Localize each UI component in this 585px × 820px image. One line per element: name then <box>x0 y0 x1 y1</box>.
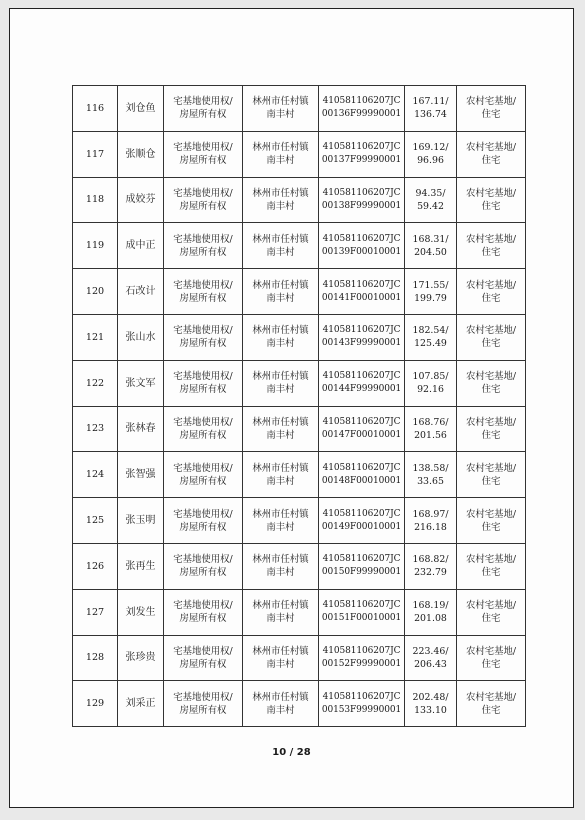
owner-name-cell: 刘采正 <box>118 681 164 727</box>
owner-name-cell: 张玉明 <box>118 498 164 544</box>
table-row <box>73 498 526 544</box>
usage-type-cell: 农村宅基地/ 住宅 <box>457 131 526 177</box>
owner-name-cell: 张文军 <box>118 360 164 406</box>
property-location-cell: 林州市任村镇 南丰村 <box>243 360 319 406</box>
area-value-cell: 168.82/ 232.79 <box>405 543 457 589</box>
property-location-cell: 林州市任村镇 南丰村 <box>243 543 319 589</box>
row-number-cell: 116 <box>73 86 118 132</box>
usage-type-cell: 农村宅基地/ 住宅 <box>457 589 526 635</box>
table-row <box>73 635 526 681</box>
right-type-cell: 宅基地使用权/ 房屋所有权 <box>164 131 243 177</box>
right-type-cell: 宅基地使用权/ 房屋所有权 <box>164 452 243 498</box>
property-location-cell: 林州市任村镇 南丰村 <box>243 681 319 727</box>
right-type-cell: 宅基地使用权/ 房屋所有权 <box>164 177 243 223</box>
area-value-cell: 223.46/ 206.43 <box>405 635 457 681</box>
row-number-cell: 119 <box>73 223 118 269</box>
unit-code-cell: 410581106207JC 00138F99990001 <box>319 177 405 223</box>
area-value-cell: 168.31/ 204.50 <box>405 223 457 269</box>
row-number-cell: 125 <box>73 498 118 544</box>
row-number-cell: 123 <box>73 406 118 452</box>
usage-type-cell: 农村宅基地/ 住宅 <box>457 177 526 223</box>
owner-name-cell: 张林春 <box>118 406 164 452</box>
owner-name-cell: 刘发生 <box>118 589 164 635</box>
area-value-cell: 202.48/ 133.10 <box>405 681 457 727</box>
row-number-cell: 124 <box>73 452 118 498</box>
property-location-cell: 林州市任村镇 南丰村 <box>243 269 319 315</box>
right-type-cell: 宅基地使用权/ 房屋所有权 <box>164 635 243 681</box>
usage-type-cell: 农村宅基地/ 住宅 <box>457 543 526 589</box>
area-value-cell: 107.85/ 92.16 <box>405 360 457 406</box>
table-row <box>73 406 526 452</box>
unit-code-cell: 410581106207JC 00137F99990001 <box>319 131 405 177</box>
unit-code-cell: 410581106207JC 00143F99990001 <box>319 314 405 360</box>
row-number-cell: 129 <box>73 681 118 727</box>
area-value-cell: 94.35/ 59.42 <box>405 177 457 223</box>
usage-type-cell: 农村宅基地/ 住宅 <box>457 86 526 132</box>
unit-code-cell: 410581106207JC 00141F00010001 <box>319 269 405 315</box>
table-row <box>73 86 526 132</box>
owner-name-cell: 张山水 <box>118 314 164 360</box>
property-location-cell: 林州市任村镇 南丰村 <box>243 86 319 132</box>
document-page <box>9 8 574 808</box>
property-location-cell: 林州市任村镇 南丰村 <box>243 314 319 360</box>
right-type-cell: 宅基地使用权/ 房屋所有权 <box>164 681 243 727</box>
area-value-cell: 168.76/ 201.56 <box>405 406 457 452</box>
usage-type-cell: 农村宅基地/ 住宅 <box>457 223 526 269</box>
row-number-cell: 128 <box>73 635 118 681</box>
row-number-cell: 126 <box>73 543 118 589</box>
usage-type-cell: 农村宅基地/ 住宅 <box>457 681 526 727</box>
unit-code-cell: 410581106207JC 00153F99990001 <box>319 681 405 727</box>
right-type-cell: 宅基地使用权/ 房屋所有权 <box>164 360 243 406</box>
records-table <box>72 85 526 727</box>
right-type-cell: 宅基地使用权/ 房屋所有权 <box>164 406 243 452</box>
table-row <box>73 314 526 360</box>
property-location-cell: 林州市任村镇 南丰村 <box>243 498 319 544</box>
row-number-cell: 118 <box>73 177 118 223</box>
property-location-cell: 林州市任村镇 南丰村 <box>243 131 319 177</box>
unit-code-cell: 410581106207JC 00147F00010001 <box>319 406 405 452</box>
right-type-cell: 宅基地使用权/ 房屋所有权 <box>164 543 243 589</box>
table-row <box>73 360 526 406</box>
area-value-cell: 169.12/ 96.96 <box>405 131 457 177</box>
property-location-cell: 林州市任村镇 南丰村 <box>243 223 319 269</box>
owner-name-cell: 石改计 <box>118 269 164 315</box>
table-row <box>73 131 526 177</box>
row-number-cell: 117 <box>73 131 118 177</box>
usage-type-cell: 农村宅基地/ 住宅 <box>457 314 526 360</box>
property-location-cell: 林州市任村镇 南丰村 <box>243 452 319 498</box>
usage-type-cell: 农村宅基地/ 住宅 <box>457 406 526 452</box>
owner-name-cell: 成中正 <box>118 223 164 269</box>
area-value-cell: 167.11/ 136.74 <box>405 86 457 132</box>
area-value-cell: 182.54/ 125.49 <box>405 314 457 360</box>
usage-type-cell: 农村宅基地/ 住宅 <box>457 269 526 315</box>
owner-name-cell: 张顺仓 <box>118 131 164 177</box>
property-location-cell: 林州市任村镇 南丰村 <box>243 406 319 452</box>
right-type-cell: 宅基地使用权/ 房屋所有权 <box>164 314 243 360</box>
area-value-cell: 171.55/ 199.79 <box>405 269 457 315</box>
owner-name-cell: 刘仓鱼 <box>118 86 164 132</box>
table-row <box>73 452 526 498</box>
right-type-cell: 宅基地使用权/ 房屋所有权 <box>164 498 243 544</box>
table-row <box>73 269 526 315</box>
owner-name-cell: 张珍贵 <box>118 635 164 681</box>
table-row <box>73 223 526 269</box>
records-table-body <box>73 86 526 727</box>
unit-code-cell: 410581106207JC 00148F00010001 <box>319 452 405 498</box>
area-value-cell: 168.97/ 216.18 <box>405 498 457 544</box>
table-row <box>73 543 526 589</box>
table-row <box>73 681 526 727</box>
unit-code-cell: 410581106207JC 00152F99990001 <box>319 635 405 681</box>
usage-type-cell: 农村宅基地/ 住宅 <box>457 452 526 498</box>
right-type-cell: 宅基地使用权/ 房屋所有权 <box>164 269 243 315</box>
property-location-cell: 林州市任村镇 南丰村 <box>243 589 319 635</box>
right-type-cell: 宅基地使用权/ 房屋所有权 <box>164 589 243 635</box>
row-number-cell: 120 <box>73 269 118 315</box>
usage-type-cell: 农村宅基地/ 住宅 <box>457 498 526 544</box>
owner-name-cell: 张智强 <box>118 452 164 498</box>
property-location-cell: 林州市任村镇 南丰村 <box>243 635 319 681</box>
row-number-cell: 121 <box>73 314 118 360</box>
unit-code-cell: 410581106207JC 00144F99990001 <box>319 360 405 406</box>
unit-code-cell: 410581106207JC 00139F00010001 <box>319 223 405 269</box>
page-number: 10 / 28 <box>272 747 311 758</box>
area-value-cell: 138.58/ 33.65 <box>405 452 457 498</box>
table-row <box>73 177 526 223</box>
unit-code-cell: 410581106207JC 00151F00010001 <box>319 589 405 635</box>
row-number-cell: 127 <box>73 589 118 635</box>
right-type-cell: 宅基地使用权/ 房屋所有权 <box>164 223 243 269</box>
unit-code-cell: 410581106207JC 00136F99990001 <box>319 86 405 132</box>
row-number-cell: 122 <box>73 360 118 406</box>
owner-name-cell: 成姣芬 <box>118 177 164 223</box>
usage-type-cell: 农村宅基地/ 住宅 <box>457 360 526 406</box>
usage-type-cell: 农村宅基地/ 住宅 <box>457 635 526 681</box>
owner-name-cell: 张再生 <box>118 543 164 589</box>
unit-code-cell: 410581106207JC 00149F00010001 <box>319 498 405 544</box>
area-value-cell: 168.19/ 201.08 <box>405 589 457 635</box>
property-location-cell: 林州市任村镇 南丰村 <box>243 177 319 223</box>
table-row <box>73 589 526 635</box>
unit-code-cell: 410581106207JC 00150F99990001 <box>319 543 405 589</box>
right-type-cell: 宅基地使用权/ 房屋所有权 <box>164 86 243 132</box>
